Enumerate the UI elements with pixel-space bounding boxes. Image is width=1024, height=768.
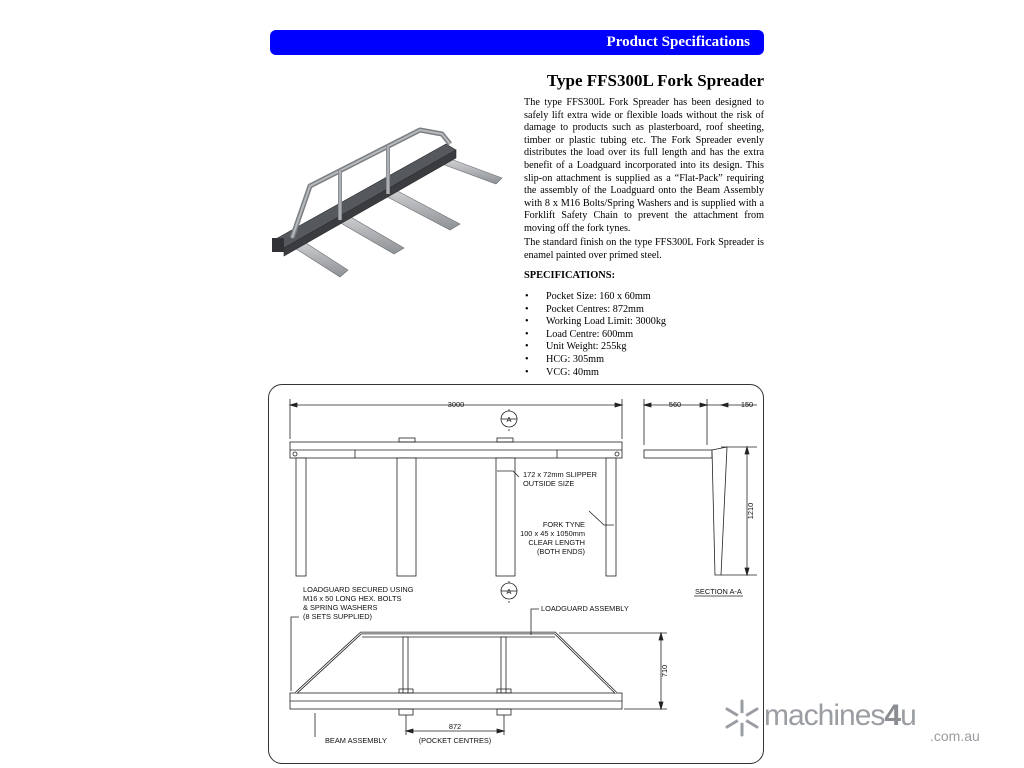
slipper-label-1: 172 x 72mm SLIPPER (523, 470, 597, 479)
header-bar (270, 30, 764, 55)
spec-item: • Working Load Limit: 3000kg (524, 316, 666, 329)
machines4u-snowflake-icon (722, 698, 762, 738)
logo-digit: 4 (884, 699, 901, 732)
loadguard-secured-4: (8 SETS SUPPLIED) (303, 612, 372, 621)
spec-item: • HCG: 305mm (524, 354, 666, 367)
spec-item: • VCG: 40mm (524, 367, 666, 380)
logo-text (764, 699, 916, 733)
technical-drawing (268, 384, 764, 764)
header-title: Product Specifications (606, 34, 750, 50)
dim-length: 3000 (447, 400, 465, 409)
loadguard-secured-3: & SPRING WASHERS (303, 603, 378, 612)
dim-150: 150 (740, 400, 754, 409)
spec-item: • Pocket Centres: 872mm (524, 304, 666, 317)
fork-label-3: CLEAR LENGTH (528, 538, 585, 547)
specs-list (524, 291, 666, 379)
section-marker-top: A (506, 415, 512, 424)
beam-assembly-label: BEAM ASSEMBLY (325, 736, 387, 745)
specs-heading: SPECIFICATIONS: (524, 270, 616, 281)
loadguard-assembly-label: LOADGUARD ASSEMBLY (541, 604, 629, 613)
product-render (270, 120, 520, 290)
product-description: The type FFS300L Fork Spreader has been designed to safely lift extra wide or flexible loads without the risk of damage to products such as plasterboard, roof sheeting, timber or plastic tubing etc. The Fork Spreader evenly distributes the load over its full length and has the extra benefit of a Loadguard incorporated into its design. This slip-on attachment is supplied as a “Flat-Pack” requiring the assembly of the Loadguard onto the Beam Assembly with 8 x M16 Bolts/Spring Washers and is supplied with a Forklift Safety Chain to prevent the attachment from moving off the fork tynes. (524, 97, 764, 234)
dim-1210: 1210 (746, 502, 755, 520)
drawing-svg (269, 385, 765, 765)
fork-label-4: (BOTH ENDS) (536, 547, 585, 556)
section-marker-bottom: A (506, 587, 512, 596)
spec-item: • Load Centre: 600mm (524, 329, 666, 342)
product-finish: The standard finish on the type FFS300L Fork Spreader is enamel painted over primed steel. (524, 237, 764, 261)
fork-label-2: 100 x 45 x 1050mm (520, 529, 585, 538)
section-label: SECTION A-A (695, 587, 742, 596)
slipper-label-2: OUTSIDE SIZE (523, 479, 575, 488)
product-title: Type FFS300L Fork Spreader (546, 71, 764, 90)
dim-560: 560 (668, 400, 682, 409)
dim-710: 710 (660, 664, 669, 678)
spec-item: • Pocket Size: 160 x 60mm (524, 291, 666, 304)
spec-item: • Unit Weight: 255kg (524, 341, 666, 354)
pocket-centres-label: (POCKET CENTRES) (418, 736, 492, 745)
dim-872: 872 (448, 722, 462, 731)
fork-label-1: FORK TYNE (542, 520, 585, 529)
loadguard-secured-1: LOADGUARD SECURED USING (303, 585, 414, 594)
logo-domain: .com.au (930, 728, 980, 744)
logo-main-text: machines (764, 699, 885, 732)
logo-tail: u (900, 699, 916, 732)
loadguard-secured-2: M16 x 50 LONG HEX. BOLTS (303, 594, 402, 603)
